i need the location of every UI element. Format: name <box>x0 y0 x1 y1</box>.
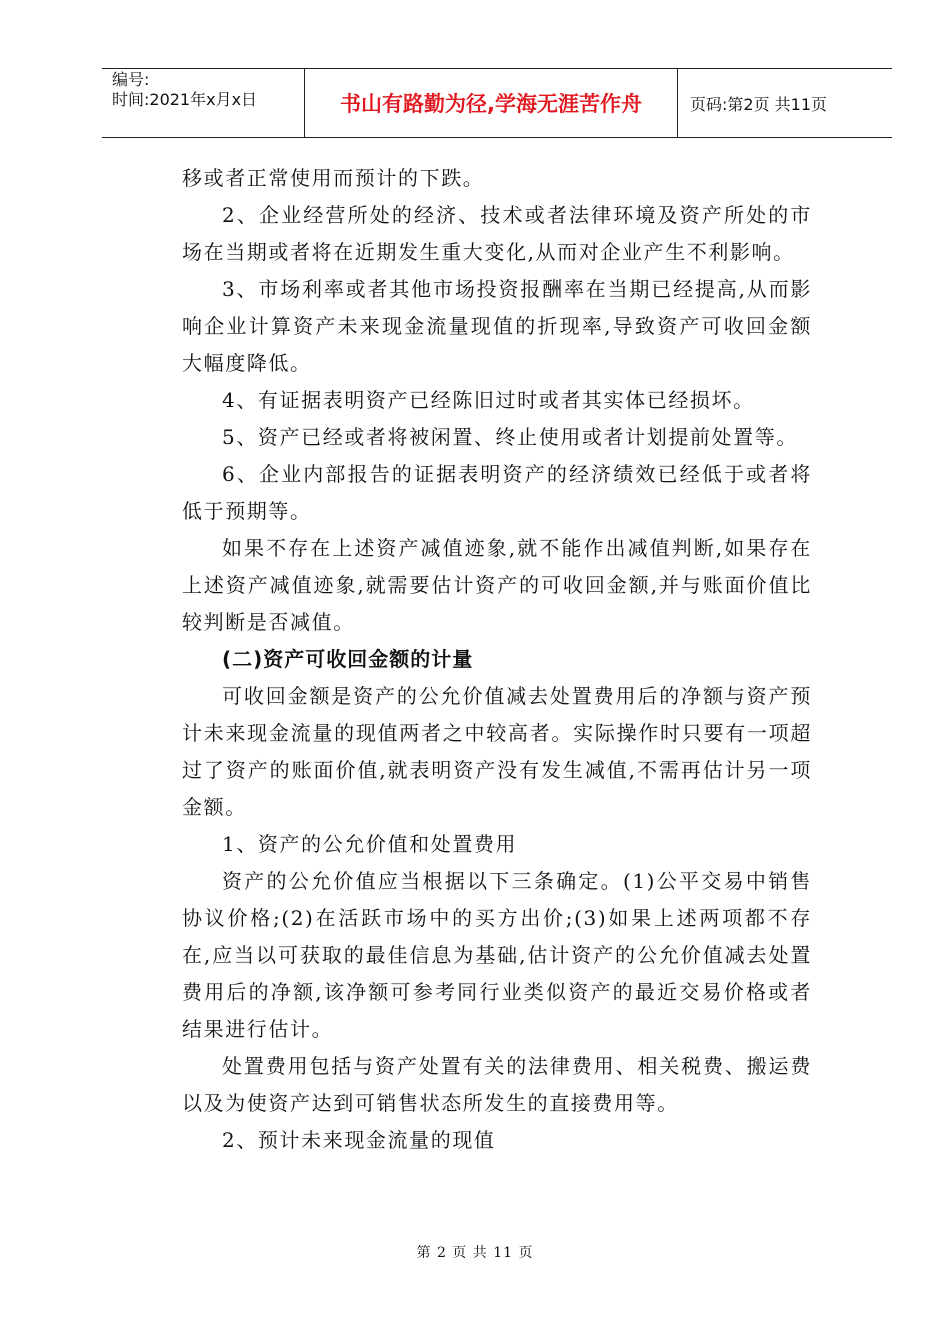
body-paragraph: 2、企业经营所处的经济、技术或者法律环境及资产所处的市场在当期或者将在近期发生重大变化,从而对企业产生不利影响。 <box>182 203 812 264</box>
document-body <box>182 160 812 1159</box>
body-paragraph: 如果不存在上述资产减值迹象,就不能作出减值判断,如果存在上述资产减值迹象,就需要估计资产的可收回金额,并与账面价值比较判断是否减值。 <box>182 536 812 634</box>
document-number-label: 编号: <box>112 70 150 89</box>
section-heading: (二)资产可收回金额的计量 <box>222 647 474 671</box>
subsection-heading: 1、资产的公允价值和处置费用 <box>222 832 518 856</box>
body-paragraph: 可收回金额是资产的公允价值减去处置费用后的净额与资产预计未来现金流量的现值两者之中较高者。实际操作时只要有一项超过了资产的账面价值,就表明资产没有发生减值,不需再估计另一项金额。 <box>182 684 812 819</box>
document-date: 时间:2021年x月x日 <box>112 90 258 109</box>
body-paragraph: 4、有证据表明资产已经陈旧过时或者其实体已经损坏。 <box>222 388 755 412</box>
page-footer: 第 2 页 共 11 页 <box>416 1245 534 1261</box>
subsection-heading: 2、预计未来现金流量的现值 <box>222 1128 496 1152</box>
document-header <box>102 68 892 138</box>
body-paragraph: 3、市场利率或者其他市场投资报酬率在当期已经提高,从而影响企业计算资产未来现金流量现值的折现率,导致资产可收回金额大幅度降低。 <box>182 277 812 375</box>
header-page-code: 页码:第2页 共11页 <box>690 94 828 114</box>
header-meta <box>102 69 304 137</box>
header-motto: 书山有路勤为径,学海无涯苦作舟 <box>304 69 678 137</box>
body-paragraph: 处置费用包括与资产处置有关的法律费用、相关税费、搬运费以及为使资产达到可销售状态所发生的直接费用等。 <box>182 1054 812 1115</box>
body-paragraph: 资产的公允价值应当根据以下三条确定。(1)公平交易中销售协议价格;(2)在活跃市场中的买方出价;(3)如果上述两项都不存在,应当以可获取的最佳信息为基础,估计资产的公允价值减去处置费用后的净额,该净额可参考同行业类似资产的最近交易价格或者结果进行估计。 <box>182 869 812 1041</box>
body-paragraph: 移或者正常使用而预计的下跌。 <box>182 166 485 190</box>
body-paragraph: 6、企业内部报告的证据表明资产的经济绩效已经低于或者将低于预期等。 <box>182 462 812 523</box>
body-paragraph: 5、资产已经或者将被闲置、终止使用或者计划提前处置等。 <box>222 425 798 449</box>
